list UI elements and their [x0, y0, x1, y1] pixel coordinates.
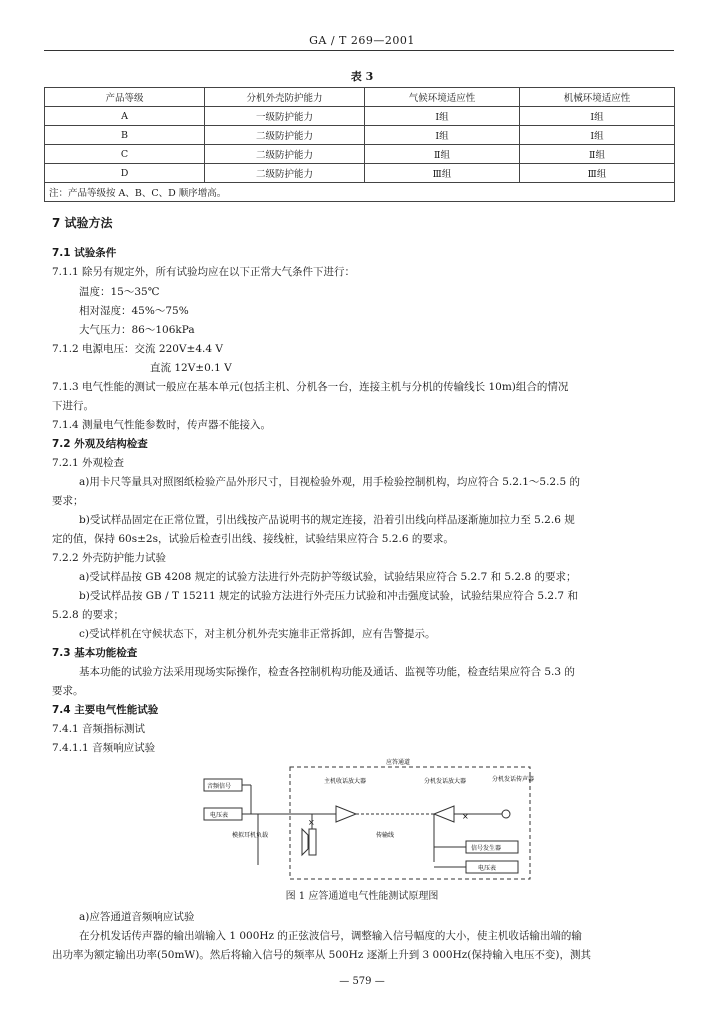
label-signal-source: 音频信号	[207, 783, 232, 790]
table-cell: A	[45, 107, 205, 126]
dc-voltage: 直流 12V±0.1 V	[150, 362, 232, 374]
clause-7-2-1-a-line2: 要求；	[52, 495, 84, 507]
figure-caption: 图 1 应答通道电气性能测试原理图	[285, 891, 439, 902]
clause-7-2-2-b-line2: 5.2.8 的要求；	[52, 609, 125, 621]
label-generator: 信号发生器	[471, 845, 502, 852]
table-header-row	[45, 88, 675, 107]
label-load: 模拟耳机负载	[232, 832, 269, 839]
speaker-symbol	[502, 810, 510, 818]
table-cell: 一级防护能力	[205, 107, 365, 126]
label-speaker: 分机发话传声器	[492, 776, 535, 783]
clause-7-2-2-a: a)受试样品按 GB 4208 规定的试验方法进行外壳防护等级试验，试验结果应符合 5.2.7 和 5.2.8 的要求；	[79, 571, 577, 583]
label-amp2: 分机发话放大器	[424, 778, 467, 785]
clause-a-line2: 出功率为额定输出功率(50mW)。然后将输入信号的频率从 500Hz 逐渐上升到 3 000Hz(保持输入电压不变)，测其	[52, 949, 591, 961]
load-resistor	[309, 829, 316, 855]
section-heading-7-2: 7.2 外观及结构检查	[52, 438, 148, 450]
clause-7-3-line2: 要求。	[52, 685, 84, 697]
table-header-cell: 机械环境适应性	[520, 88, 675, 107]
clause-7-1-1: 7.1.1 除另有规定外，所有试验均应在以下正常大气条件下进行：	[52, 266, 356, 278]
section-heading-7-3: 7.3 基本功能检查	[52, 647, 138, 659]
condition-humidity: 相对湿度：45%～75%	[79, 305, 189, 317]
label-voltmeter: 电压表	[210, 812, 229, 819]
clause-7-2-1-b-line1: b)受试样品固定在正常位置，引出线按产品说明书的规定连接，沿着引出线向样品逐渐施加拉力至 5.2.6 规	[79, 514, 575, 526]
clause-7-1-4: 7.1.4 测量电气性能参数时，传声器不能接入。	[52, 419, 272, 431]
table-row	[45, 164, 675, 183]
condition-temperature: 温度：15～35℃	[79, 286, 160, 298]
clause-a-line1: 在分机发话传声器的输出端输入 1 000Hz 的正弦波信号，调整输入信号幅度的大小，使主机收话输出端的输	[79, 930, 582, 942]
clause-7-1-2: 7.1.2 电源电压：交流 220V±4.4 V	[52, 343, 223, 355]
clause-7-2-1: 7.2.1 外观检查	[52, 457, 125, 469]
table-header-cell: 气候环境适应性	[365, 88, 520, 107]
switch-mark: ×	[462, 812, 469, 821]
table-cell: D	[45, 164, 205, 183]
table-cell: Ⅰ组	[365, 107, 520, 126]
clause-7-2-1-a-line1: a)用卡尺等量具对照图纸检验产品外形尺寸，目视检验外观，用手检验控制机构，均应符合 5.2.1～5.2.5 的	[79, 476, 580, 488]
figure-1-schematic	[196, 757, 536, 887]
table-header-cell: 分机外壳防护能力	[205, 88, 365, 107]
table-note: 注：产品等级按 A、B、C、D 顺序增高。	[45, 183, 675, 202]
clause-7-2-2-c: c)受试样机在守候状态下，对主机分机外壳实施非正常拆卸，应有告警提示。	[79, 628, 436, 640]
switch-mark-2: ×	[308, 818, 315, 827]
table-row	[45, 126, 675, 145]
table-cell: C	[45, 145, 205, 164]
clause-7-2-1-b-line2: 定的值，保持 60s±2s，试验后检查引出线、接线桩，试验结果应符合 5.2.6 的要求。	[52, 533, 454, 545]
table-row	[45, 107, 675, 126]
section-heading-7-4: 7.4 主要电气性能试验	[52, 704, 159, 716]
table-cell: 二级防护能力	[205, 126, 365, 145]
table-row	[45, 145, 675, 164]
section-heading-7: 7 试验方法	[52, 216, 113, 230]
clause-7-4-1-1: 7.4.1.1 音频响应试验	[52, 742, 156, 754]
label-amp1: 主机收话放大器	[324, 778, 367, 785]
amplifier-2	[434, 806, 454, 822]
section-heading-7-1: 7.1 试验条件	[52, 247, 117, 259]
table-cell: 二级防护能力	[205, 164, 365, 183]
clause-7-1-3-line1: 7.1.3 电气性能的测试一般应在基本单元(包括主机、分机各一台，连接主机与分机的传输线长 10m)组合的情况	[52, 381, 569, 393]
standard-code-header: GA / T 269—2001	[309, 34, 415, 47]
clause-7-2-2-b-line1: b)受试样品按 GB / T 15211 规定的试验方法进行外壳压力试验和冲击强度试验，试验结果应符合 5.2.7 和	[79, 590, 578, 602]
label-top: 应答通道	[386, 759, 411, 766]
product-grade-table	[44, 87, 675, 202]
clause-7-1-3-line2: 下进行。	[52, 400, 94, 412]
table-cell: Ⅲ组	[520, 164, 675, 183]
table-cell: Ⅰ组	[520, 126, 675, 145]
label-line: 传输线	[376, 832, 395, 839]
table-cell: Ⅱ组	[365, 145, 520, 164]
table-cell: Ⅱ组	[520, 145, 675, 164]
table-cell: 二级防护能力	[205, 145, 365, 164]
table-cell: B	[45, 126, 205, 145]
page-number: — 579 —	[339, 976, 385, 987]
condition-pressure: 大气压力：86～106kPa	[79, 324, 195, 336]
table-header-cell: 产品等级	[45, 88, 205, 107]
clause-7-2-2: 7.2.2 外壳防护能力试验	[52, 552, 167, 564]
amplifier-1	[336, 806, 356, 822]
clause-a-heading: a)应答通道音频响应试验	[79, 911, 195, 923]
table-cell: Ⅰ组	[365, 126, 520, 145]
table-note-row	[45, 183, 675, 202]
table-title: 表 3	[350, 70, 374, 83]
clause-7-4-1: 7.4.1 音频指标测试	[52, 723, 146, 735]
clause-7-3-line1: 基本功能的试验方法采用现场实际操作，检查各控制机构功能及通话、监视等功能，检查结果应符合 5.3 的	[79, 666, 575, 678]
table-cell: Ⅲ组	[365, 164, 520, 183]
table-cell: Ⅰ组	[520, 107, 675, 126]
earphone-symbol	[302, 829, 308, 855]
header-rule	[44, 50, 674, 51]
label-voltmeter-2: 电压表	[478, 865, 497, 872]
